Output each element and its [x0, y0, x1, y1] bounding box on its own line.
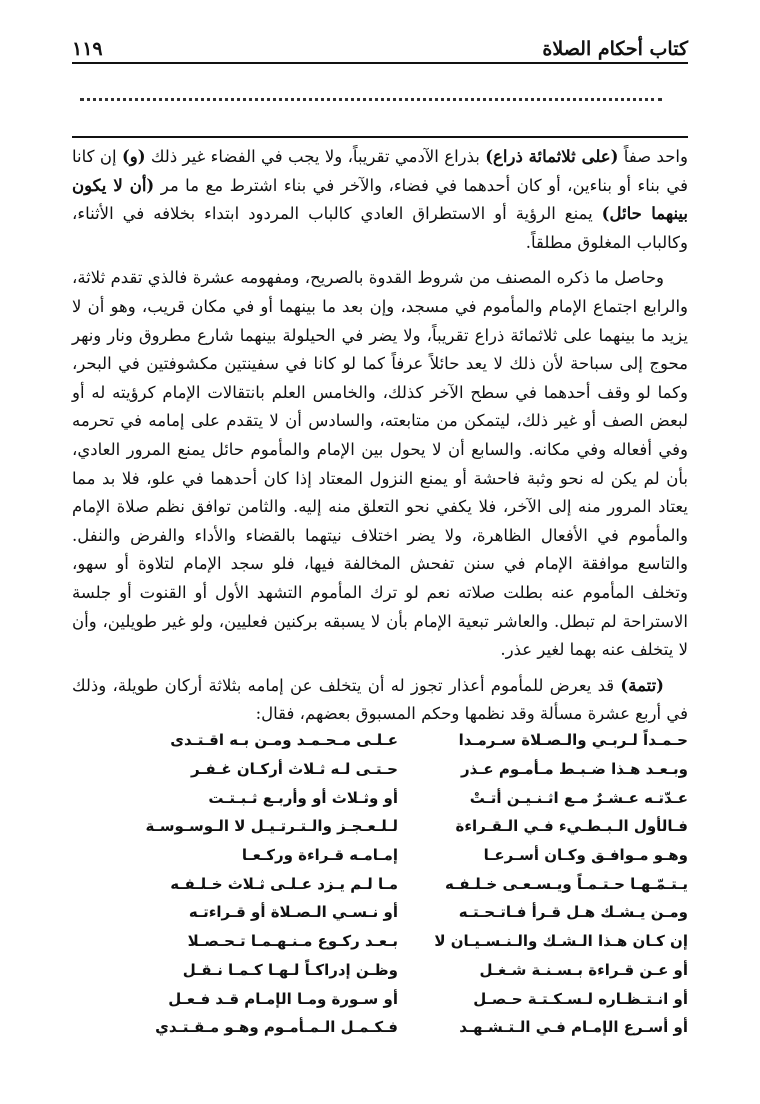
matn-quote: (أن لا يكون بينهما حائل) [72, 175, 688, 224]
poem [92, 726, 688, 1042]
section-rule [72, 136, 688, 138]
poem-verse [92, 869, 688, 898]
tatimma-label: (تتمة) [620, 675, 664, 695]
text-run: واحد صفاً [618, 147, 688, 166]
page-number: ١١٩ [72, 38, 103, 60]
verse-first-hemistich: حـمـداً لـربـي والـصـلاة سـرمـدا [458, 731, 688, 750]
poem-verse [92, 783, 688, 812]
verse-second-hemistich: حـتـى لـه ثـلاث أركـان غـفـر [190, 760, 398, 779]
verse-second-hemistich: بـعـد ركـوع مـنـهـمـا تـحـصـلا [187, 932, 398, 951]
poem-verse [92, 1013, 688, 1042]
text-run: بذراع الآدمي تقريباً، ولا يجب في الفضاء غير ذلك [145, 147, 486, 166]
header-rule [72, 62, 688, 64]
paragraph-2: وحاصل ما ذكره المصنف من شروط القدوة بالصريح، ومفهومه عشرة فالذي تقدم ثلاثة، والرابع اجتماع الإمام والمأموم في مسجد، وإن بعد ما بينهما أو في مكان قريب، وهو أن لا يزيد ما بينهما على ثلاثمائة ذراع تقريباً، ولا يضر في الحيلولة بينهما شارع مطروق ونار ونهر محوج إلى سباحة لأن ذلك لا يعد حائلاً عرفاً كما لو كانا في سفينتين مكشوفتين في البحر، وكما لو وقف أحدهما في سطح الآخر كذلك، والخامس العلم بانتقالات الإمام كرؤيته له أو لبعض الصف أو غير ذلك، ليتمكن من متابعته، والسادس أن لا يتقدم على إمامه في تحرمه وفي أفعاله وفي مكانه. والسابع أن لا يحول بين الإمام والمأموم حائل يمنع المرور العادي، بأن لم يكن له نحو وثبة فاحشة أو يمنع النزول المعتاد إذا كان أحدهما في علو، فلا بد مما يعتاد المرور منه إلى الآخر، فلا يكفي نحو التعلق منه إليه. والثامن توافق نظم صلاة الإمام والمأموم في الأفعال الظاهرة، ولا يضر اختلاف نيتهما بالقضاء والأداء والفرض والنفل. والتاسع موافقة الإمام في سنن تفحش المخالفة فيها، فلو سجد الإمام لتلاوة أو سهو، وتخلف المأموم عنه بطلت صلاته نعم لو ترك المأموم التشهد الأول أو القنوت أو جلسة الاستراحة لم تبطل. والعاشر تبعية الإمام بأن لا يسبقه بركنين فعليين، ولو غير طويلين، وأن لا يتخلف عنه بهما لغير عذر. [72, 268, 688, 660]
verse-second-hemistich: أو وثـلاث أو وأربـع ثـبـتـت [208, 788, 398, 807]
poem-verse [92, 755, 688, 784]
verse-first-hemistich: عـدّتـه عـشـرٌ مـع اثـنـيـن أتـتْ [469, 788, 688, 807]
verse-first-hemistich: فـالأول الـبـطـيء فـي الـقـراءة [455, 817, 688, 836]
text-run: إن كانا في بناء أو بناءين، أو كان أحدهما في فضاء، والآخر في بناء اشترط مع ما مر [72, 147, 688, 195]
paragraph-1 [72, 143, 688, 257]
dotted-separator [80, 88, 662, 101]
verse-second-hemistich: أو سـورة ومـا الإمـام قـد فـعـل [168, 989, 398, 1008]
verse-second-hemistich: مـا لـم يـزد عـلـى ثـلاث خـلـفـه [170, 874, 398, 893]
verse-first-hemistich: أو أسـرع الإمـام فـي الـتـشـهـد [459, 1018, 688, 1037]
verse-second-hemistich: لـلـعـجـز والـتـرتـيـل لا الـوسـوسـة [145, 817, 398, 836]
verse-second-hemistich: وظـن إدراكـاً لـهـا كـمـا نـقـل [182, 960, 398, 979]
poem-verse [92, 984, 688, 1013]
poem-verse [92, 898, 688, 927]
verse-first-hemistich: أو عـن قـراءة بـسـنـة شـغـل [479, 960, 688, 979]
verse-second-hemistich: إمـامـه قـراءة وركـعـا [241, 846, 398, 865]
verse-first-hemistich: وبـعـد هـذا ضـبـط مـأمـوم عـذر [460, 760, 688, 779]
poem-verse [92, 726, 688, 755]
verse-second-hemistich: فـكـمـل الـمـأمـوم وهـو مـقـتـدي [155, 1018, 398, 1037]
paragraph-3 [72, 672, 688, 729]
text-run: يمنع الرؤية أو الاستطراق العادي كالباب المردود ابتداء بخلافه في الأثناء، وكالباب المغلوق مطلقاً. [72, 204, 688, 252]
poem-verse [92, 812, 688, 841]
poem-verse [92, 927, 688, 956]
body-text [72, 143, 688, 729]
verse-first-hemistich: يـتـمّـهـا حـتـمـاً ويـسـعـى خـلـفـه [445, 874, 688, 893]
matn-quote: (و) [121, 147, 146, 166]
text-run: قد يعرض للمأموم أعذار تجوز له أن يتخلف عن إمامه بثلاثة أركان طويلة، وذلك في أربع عشرة مسألة وقد نظمها وحكم المسبوق بعضهم، فقال: [72, 675, 688, 724]
verse-first-hemistich: ومـن يـشـك هـل قـرأ فـاتـحـتـه [458, 903, 688, 922]
matn-quote: (على ثلاثمائة ذراع) [485, 147, 619, 166]
verse-first-hemistich: أو انـتـظـاره لـسـكـتـة حـصـل [473, 989, 688, 1008]
running-head [72, 28, 688, 60]
poem-verse [92, 956, 688, 985]
verse-second-hemistich: أو نـسـي الـصـلاة أو قـراءتـه [188, 903, 398, 922]
poem-verse [92, 841, 688, 870]
verse-first-hemistich: إن كـان هـذا الـشـك والـنـسـيـان لا [434, 932, 688, 951]
running-title: كتاب أحكام الصلاة [542, 38, 688, 60]
verse-first-hemistich: وهـو مـوافـق وكـان أسـرعـا [483, 846, 688, 865]
verse-second-hemistich: عـلـى مـحـمـد ومـن بـه اقـتـدى [170, 731, 398, 750]
